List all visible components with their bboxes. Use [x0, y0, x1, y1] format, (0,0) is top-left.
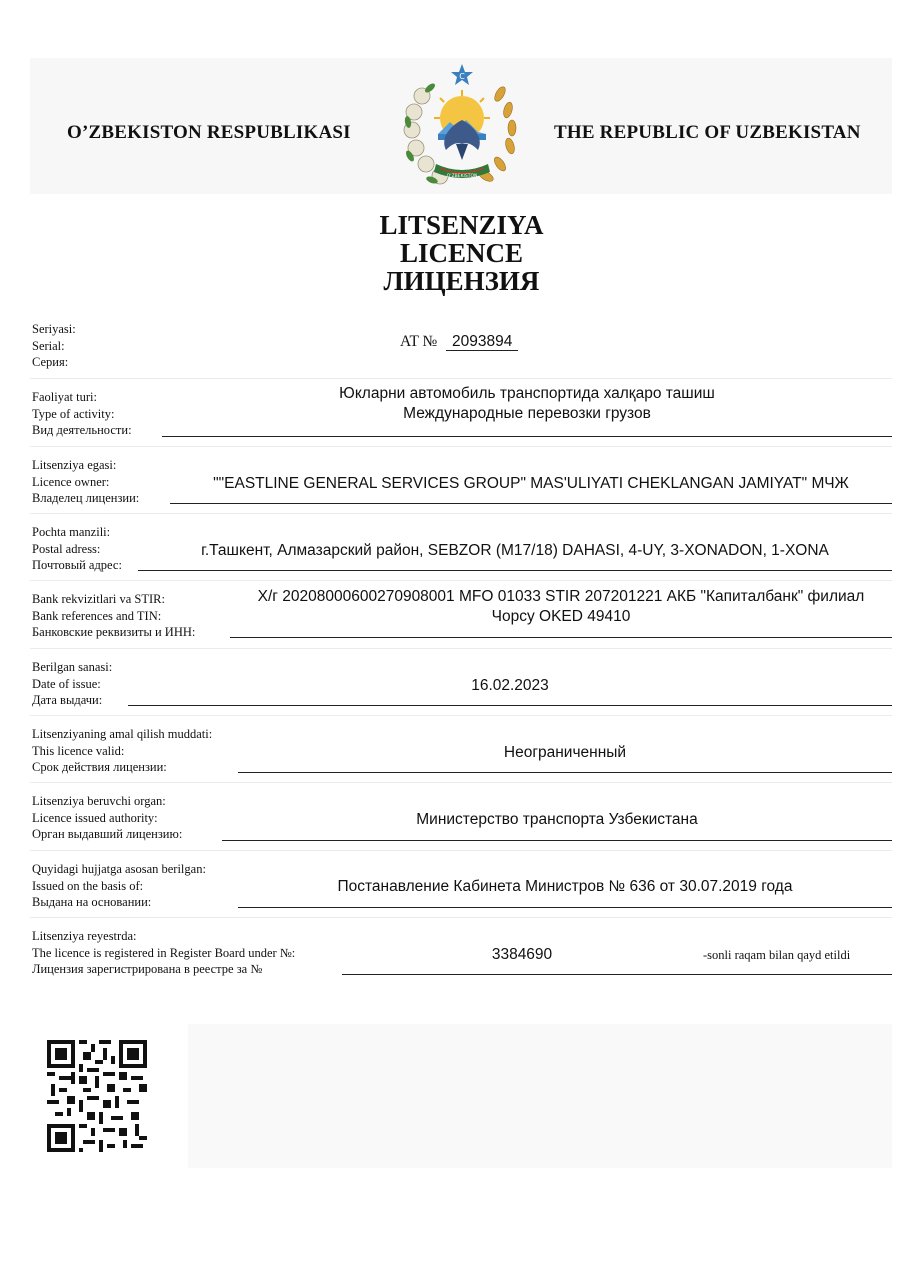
section-divider: [30, 378, 892, 379]
bank-value-line1: Х/г 20208000600270908001 MFO 01033 STIR 207201221 АКБ "Капиталбанк" филиал: [257, 588, 865, 605]
issue-date-label-ru: Дата выдачи:: [32, 693, 103, 707]
bank-label-ru: Банковские реквизиты и ИНН:: [32, 625, 196, 639]
issue-date-value: 16.02.2023: [471, 677, 549, 694]
activity-label-uz: Faoliyat turi:: [32, 390, 97, 404]
activity-label: [32, 389, 132, 439]
authority-value: Министерство транспорта Узбекистана: [416, 811, 698, 828]
uzbekistan-state-emblem-icon: [400, 60, 524, 192]
register-label: [32, 928, 295, 978]
register-label-uz: Litsenziya reyestrda:: [32, 929, 137, 943]
bank-value-line2: Чорсу OKED 49410: [491, 608, 631, 625]
activity-value-line1: Юкларни автомобиль транспортида халқаро ташиш: [339, 385, 715, 402]
register-value: 3384690: [491, 946, 553, 963]
country-name-en: THE REPUBLIC OF UZBEKISTAN: [554, 122, 861, 143]
postal-label-en: Postal adress:: [32, 541, 101, 556]
bank-label-uz: Bank rekvizitlari va STIR:: [32, 592, 165, 606]
validity-rule: [238, 772, 892, 773]
owner-label-uz: Litsenziya egasi:: [32, 458, 117, 472]
serial-label: [32, 321, 76, 371]
postal-rule: [138, 570, 892, 571]
register-label-en: The licence is registered in Register Board under №:: [32, 945, 296, 960]
title-en: LICENCE: [399, 238, 524, 268]
basis-label: [32, 861, 206, 911]
serial-number: 2093894: [446, 333, 518, 351]
country-name-uz: O’ZBEKISTON RESPUBLIKASI: [67, 122, 351, 143]
section-divider: [30, 917, 892, 918]
activity-value-line2: Международные перевозки грузов: [403, 405, 651, 422]
postal-label-uz: Pochta manzili:: [32, 525, 111, 539]
authority-label: [32, 793, 182, 843]
basis-label-en: Issued on the basis of:: [32, 878, 144, 893]
section-divider: [30, 446, 892, 447]
postal-label-ru: Почтовый адрес:: [32, 558, 122, 572]
authority-label-uz: Litsenziya beruvchi organ:: [32, 794, 166, 808]
validity-value: Неограниченный: [503, 744, 627, 761]
section-divider: [30, 648, 892, 649]
validity-label-ru: Срок действия лицензии:: [32, 760, 167, 774]
bank-value: [230, 587, 892, 627]
authority-label-en: Licence issued authority:: [32, 810, 158, 825]
activity-label-ru: Вид деятельности:: [32, 423, 132, 437]
section-divider: [30, 782, 892, 783]
bank-label: [32, 591, 195, 641]
basis-label-uz: Quyidagi hujjatga asosan berilgan:: [32, 862, 206, 876]
owner-label-en: Licence owner:: [32, 474, 110, 489]
serial-prefix: AT №: [400, 333, 438, 350]
title-uz: LITSENZIYA: [379, 210, 544, 240]
register-suffix: -sonli raqam bilan qayd etildi: [703, 948, 851, 962]
section-divider: [30, 580, 892, 581]
owner-rule: [170, 503, 892, 504]
validity-label: [32, 726, 212, 776]
activity-rule: [162, 436, 892, 437]
issue-date-rule: [128, 705, 892, 706]
qr-code-icon: [47, 1040, 147, 1152]
serial-label-uz: Seriyasi:: [32, 322, 76, 336]
basis-rule: [238, 907, 892, 908]
owner-label: [32, 457, 139, 507]
bank-rule: [230, 637, 892, 638]
serial-label-en: Serial:: [32, 338, 65, 353]
section-divider: [30, 715, 892, 716]
authority-label-ru: Орган выдавший лицензию:: [32, 827, 183, 841]
activity-label-en: Type of activity:: [32, 406, 115, 421]
postal-label: [32, 524, 122, 574]
issue-date-label: [32, 659, 112, 709]
section-divider: [30, 513, 892, 514]
basis-value: Постанавление Кабинета Министров № 636 от 30.07.2019 года: [337, 878, 793, 895]
svg-text:O‘ZBEKISTON: O‘ZBEKISTON: [446, 174, 478, 179]
issue-date-label-en: Date of issue:: [32, 676, 101, 691]
validity-label-en: This licence valid:: [32, 743, 125, 758]
bank-label-en: Bank references and TIN:: [32, 608, 162, 623]
owner-label-ru: Владелец лицензии:: [32, 491, 140, 505]
postal-value: г.Ташкент, Алмазарский район, SEBZOR (M17/18) DAHASI, 4-UY, 3-XONADON, 1-XONA: [201, 542, 829, 559]
title-ru: ЛИЦЕНЗИЯ: [383, 266, 540, 296]
activity-value: [162, 384, 892, 424]
basis-label-ru: Выдана на основании:: [32, 895, 152, 909]
section-divider: [30, 850, 892, 851]
authority-rule: [222, 840, 892, 841]
register-rule: [342, 974, 892, 975]
register-label-ru: Лицензия зарегистрирована в реестре за №: [32, 962, 263, 976]
issue-date-label-uz: Berilgan sanasi:: [32, 660, 113, 674]
footer-area: [188, 1024, 892, 1168]
validity-label-uz: Litsenziyaning amal qilish muddati:: [32, 727, 213, 741]
owner-value: ""EASTLINE GENERAL SERVICES GROUP" MAS'ULIYATI CHEKLANGAN JAMIYAT" МЧЖ: [213, 475, 849, 492]
svg-text:C: C: [459, 72, 465, 81]
serial-label-ru: Серия:: [32, 355, 69, 369]
